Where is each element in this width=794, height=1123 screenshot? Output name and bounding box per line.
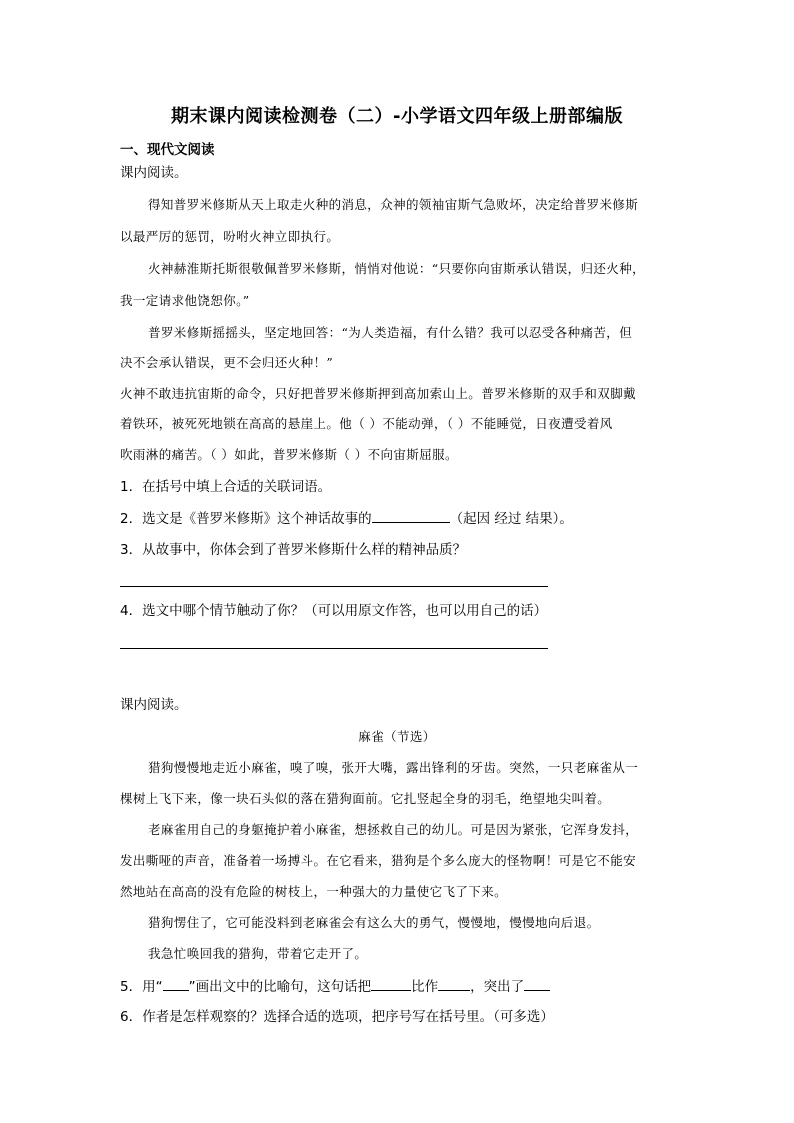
question-3: 3．从故事中，你体会到了普罗米修斯什么样的精神品质？	[120, 542, 467, 558]
passage1-line: 着铁环，被死死地锁在高高的悬崖上。他（ ）不能动弹，（ ）不能睡觉，日夜遭受着风	[120, 416, 613, 431]
question-5-text: ”画出文中的比喻句，这句话把	[188, 979, 372, 995]
passage1-line: 火神赫淮斯托斯很敬佩普罗米修斯，悄悄对他说：“只要你向宙斯承认错误，归还火种，	[148, 261, 645, 276]
section-heading-reading: 一、现代文阅读	[120, 142, 215, 158]
question-5-text: 比作	[411, 979, 439, 995]
passage1-line: 决不会承认错误，更不会归还火种！”	[120, 355, 334, 370]
passage1-line: 普罗米修斯摇摇头，坚定地回答：“为人类造福，有什么错？我可以忍受各种痛苦，但	[148, 325, 633, 340]
passage2-line: 然地站在高高的没有危险的树枝上，一种强大的力量使它飞了下来。	[120, 884, 508, 899]
question-2	[120, 508, 573, 529]
passage2-line: 老麻雀用自己的身躯掩护着小麻雀，想拯救自己的幼儿。可是因为紧张，它浑身发抖，	[148, 822, 639, 837]
answer-line[interactable]	[120, 648, 548, 649]
answer-blank[interactable]	[438, 976, 470, 991]
question-6: 6．作者是怎样观察的？选择合适的选项，把序号写在括号里。（可多选）	[120, 1009, 554, 1025]
answer-blank[interactable]	[163, 976, 189, 991]
question-4: 4．选文中哪个情节触动了你？（可以用原文作答，也可以用自己的话）	[120, 603, 548, 619]
part2-label: 课内阅读。	[120, 697, 188, 713]
part1-label: 课内阅读。	[120, 165, 188, 181]
passage2-line: 我急忙唤回我的猎狗，带着它走开了。	[148, 946, 368, 961]
answer-blank[interactable]	[372, 508, 450, 523]
passage2-line: 发出嘶哑的声音，准备着一场搏斗。在它看来，猎狗是个多么庞大的怪物啊！可是它不能安	[120, 853, 637, 868]
passage2-line: 猎狗慢慢地走近小麻雀，嗅了嗅，张开大嘴，露出锋利的牙齿。突然，一只老麻雀从一	[148, 760, 639, 775]
answer-blank[interactable]	[371, 976, 411, 991]
question-2-text: 2．选文是《普罗米修斯》这个神话故事的	[120, 511, 372, 527]
answer-line[interactable]	[120, 586, 548, 587]
passage2-line: 猎狗愣住了，它可能没料到老麻雀会有这么大的勇气，慢慢地，慢慢地向后退。	[148, 915, 600, 930]
passage1-line: 得知普罗米修斯从天上取走火种的消息，众神的领袖宙斯气急败坏，决定给普罗米修斯	[148, 197, 639, 212]
question-2-options: （起因 经过 结果）。	[449, 511, 573, 527]
passage1-line: 我一定请求他饶恕你。”	[120, 293, 250, 308]
passage2-title: 麻雀（节选）	[358, 729, 436, 744]
question-1: 1．在括号中填上合适的关联词语。	[120, 479, 332, 495]
question-5-text: ，突出了	[470, 979, 525, 995]
answer-blank[interactable]	[524, 976, 550, 991]
question-5-text: 5．用“	[120, 979, 163, 995]
document-title: 期末课内阅读检测卷（二）-小学语文四年级上册部编版	[171, 106, 623, 127]
question-5	[120, 976, 550, 997]
passage1-line: 火神不敢违抗宙斯的命令，只好把普罗米修斯押到高加索山上。普罗米修斯的双手和双脚戴	[120, 386, 637, 401]
passage1-line: 吹雨淋的痛苦。（ ）如此，普罗米修斯（ ）不向宙斯屈服。	[120, 447, 458, 462]
passage2-line: 棵树上飞下来，像一块石头似的落在猎狗面前。它扎竖起全身的羽毛，绝望地尖叫着。	[120, 791, 611, 806]
passage1-line: 以最严厉的惩罚，吩咐火神立即执行。	[120, 229, 340, 244]
